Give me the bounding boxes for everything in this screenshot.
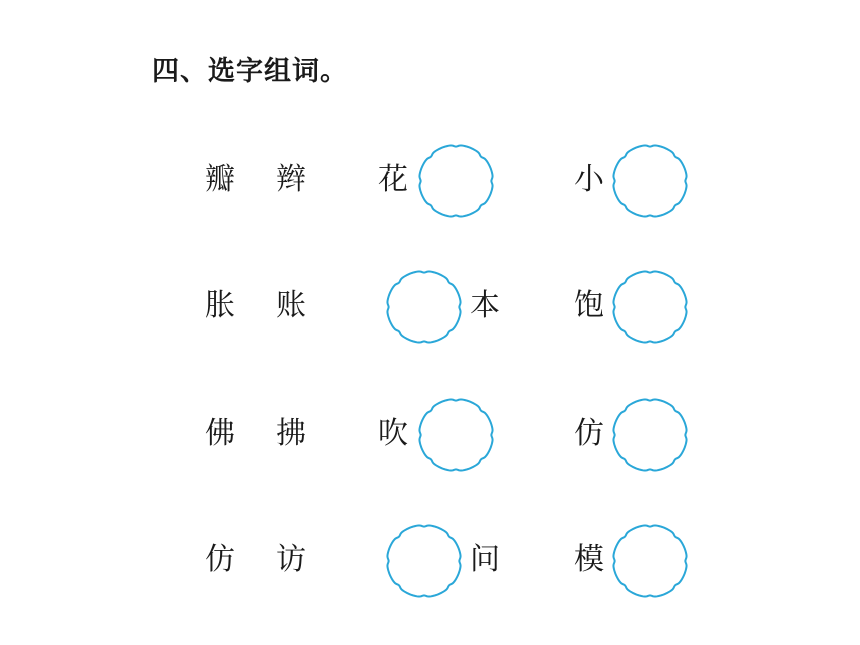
exercise-row-3	[0, 395, 860, 475]
option-char-1: 仿	[205, 542, 235, 577]
answer-blank[interactable]	[414, 395, 498, 475]
answer-blank[interactable]	[608, 267, 692, 347]
option-char-2: 账	[276, 288, 306, 323]
flower-circle-blank-icon	[382, 267, 466, 347]
answer-blank[interactable]	[414, 141, 498, 221]
word-given-char: 小	[574, 162, 604, 197]
word-given-char: 问	[470, 542, 500, 577]
exercise-row-2	[0, 267, 860, 347]
exercise-title: 四、选字组词。	[152, 56, 348, 87]
answer-blank[interactable]	[608, 141, 692, 221]
flower-circle-blank-icon	[608, 141, 692, 221]
option-char-1: 胀	[205, 288, 235, 323]
word-given-char: 模	[574, 542, 604, 577]
option-char-1: 瓣	[205, 162, 235, 197]
flower-circle-blank-icon	[414, 141, 498, 221]
option-char-2: 辫	[276, 162, 306, 197]
exercise-row-1	[0, 141, 860, 221]
flower-circle-blank-icon	[414, 395, 498, 475]
answer-blank[interactable]	[608, 521, 692, 601]
flower-circle-blank-icon	[608, 395, 692, 475]
exercise-row-4	[0, 521, 860, 601]
word-given-char: 饱	[574, 288, 604, 323]
flower-circle-blank-icon	[608, 267, 692, 347]
flower-circle-blank-icon	[608, 521, 692, 601]
word-given-char: 仿	[574, 416, 604, 451]
option-char-2: 访	[276, 542, 306, 577]
flower-circle-blank-icon	[382, 521, 466, 601]
answer-blank[interactable]	[382, 267, 466, 347]
answer-blank[interactable]	[382, 521, 466, 601]
answer-blank[interactable]	[608, 395, 692, 475]
word-given-char: 本	[470, 288, 500, 323]
option-char-1: 佛	[205, 416, 235, 451]
word-given-char: 花	[378, 162, 408, 197]
word-given-char: 吹	[378, 416, 408, 451]
option-char-2: 拂	[276, 416, 306, 451]
